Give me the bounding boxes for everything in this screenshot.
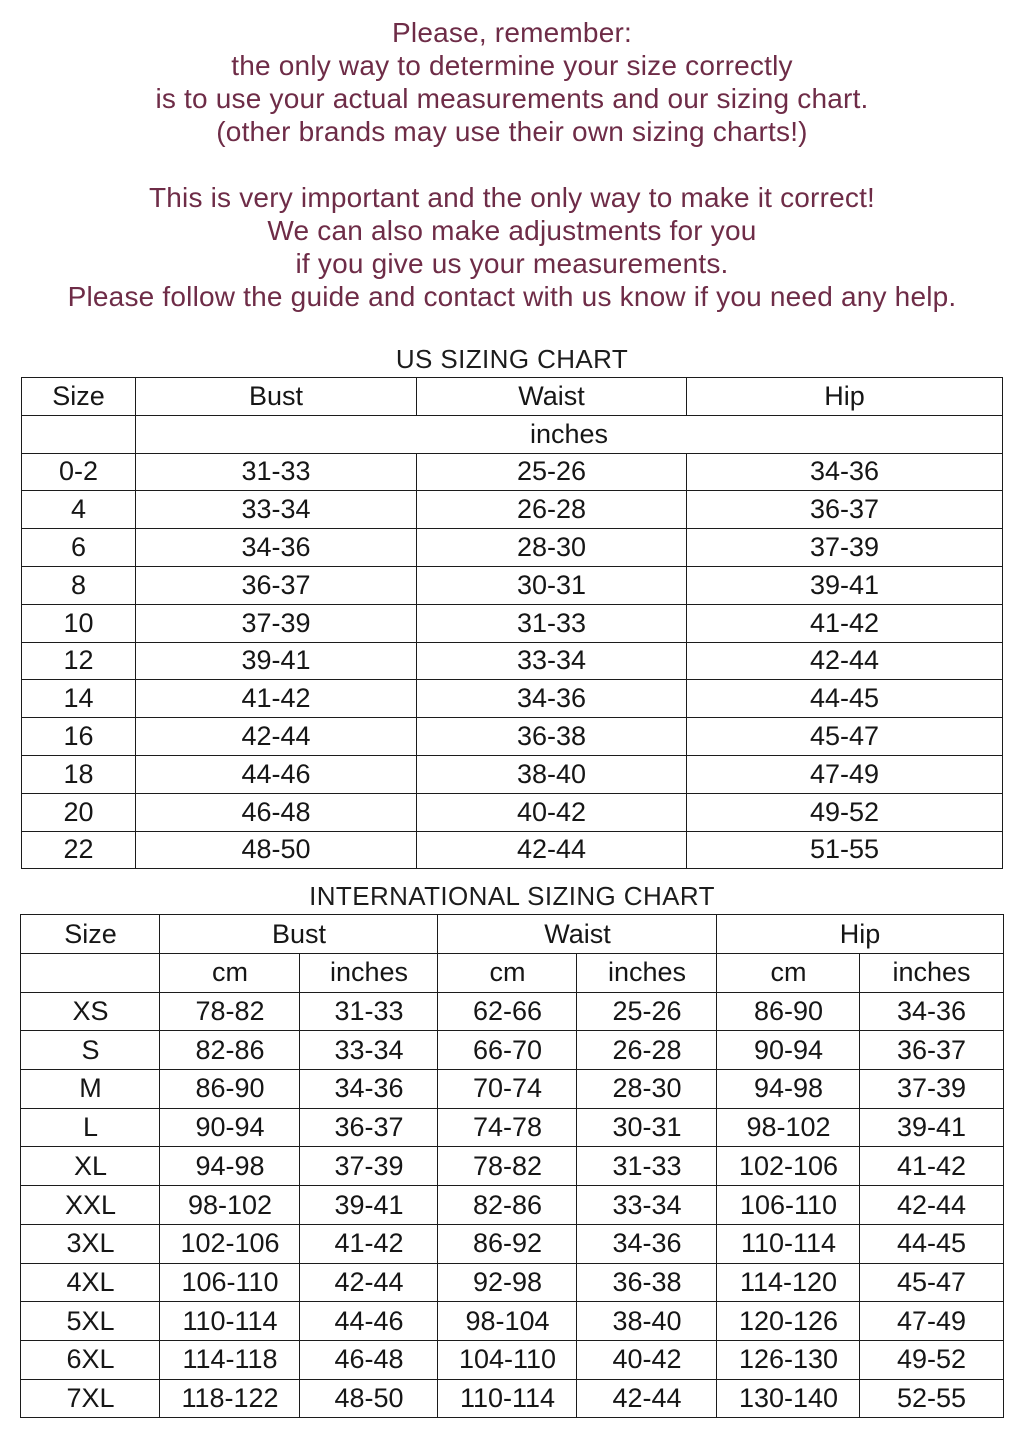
cell-waist-cm: 92-98 (438, 1263, 577, 1302)
cell-waist: 31-33 (417, 604, 687, 642)
cell-hip: 47-49 (687, 755, 1003, 793)
cell-size: 4XL (21, 1263, 160, 1302)
cell-bust-in: 31-33 (300, 992, 438, 1031)
table-row (22, 529, 1003, 567)
cell-bust-cm: 86-90 (160, 1070, 300, 1109)
cell-hip-cm: 120-126 (717, 1302, 860, 1341)
column-header-waist: Waist (417, 378, 687, 416)
cell-hip-cm: 94-98 (717, 1070, 860, 1109)
unit-label-inches: inches (577, 954, 717, 993)
table-row (21, 1070, 1003, 1109)
intro-line: We can also make adjustments for you (267, 215, 757, 246)
cell-waist: 42-44 (417, 831, 687, 869)
cell-size: 8 (22, 566, 136, 604)
cell-bust-cm: 110-114 (160, 1302, 300, 1341)
intro-line: if you give us your measurements. (295, 248, 729, 279)
cell-size: 22 (22, 831, 136, 869)
cell-waist-in: 28-30 (577, 1070, 717, 1109)
column-header-bust: Bust (136, 378, 417, 416)
unit-label-inches: inches (300, 954, 438, 993)
cell-hip: 51-55 (687, 831, 1003, 869)
cell-hip: 39-41 (687, 566, 1003, 604)
intro-line: Please follow the guide and contact with us know if you need any help. (67, 281, 957, 312)
table-row (21, 1263, 1003, 1302)
cell-hip-in: 52-55 (860, 1379, 1003, 1418)
table-row (22, 755, 1003, 793)
intl-unit-row (21, 954, 1003, 993)
cell-waist-cm: 74-78 (438, 1108, 577, 1147)
cell-hip: 34-36 (687, 453, 1003, 491)
cell-bust-cm: 102-106 (160, 1224, 300, 1263)
cell-size: M (21, 1070, 160, 1109)
cell-hip-in: 45-47 (860, 1263, 1003, 1302)
cell-hip: 41-42 (687, 604, 1003, 642)
us-unit-row (22, 415, 1003, 453)
cell-waist-cm: 98-104 (438, 1302, 577, 1341)
cell-size: 14 (22, 680, 136, 718)
table-row (22, 718, 1003, 756)
table-row (21, 1031, 1003, 1070)
column-header-size: Size (21, 915, 160, 954)
table-row (21, 1302, 1003, 1341)
cell-size: 12 (22, 642, 136, 680)
table-row (22, 680, 1003, 718)
intl-sizing-chart-title: INTERNATIONAL SIZING CHART (309, 881, 715, 912)
empty-cell (22, 415, 136, 453)
table-row (21, 1186, 1003, 1225)
intro-line: This is very important and the only way to make it correct! (148, 182, 876, 213)
table-row (21, 1108, 1003, 1147)
intro-line: is to use your actual measurements and our sizing chart. (155, 83, 869, 114)
cell-bust-cm: 106-110 (160, 1263, 300, 1302)
cell-size: S (21, 1031, 160, 1070)
cell-waist-cm: 78-82 (438, 1147, 577, 1186)
cell-bust: 44-46 (136, 755, 417, 793)
cell-hip-in: 36-37 (860, 1031, 1003, 1070)
intro-paragraph-remember (0, 0, 1024, 148)
cell-bust-cm: 78-82 (160, 992, 300, 1031)
table-row (21, 1147, 1003, 1186)
cell-hip-in: 41-42 (860, 1147, 1003, 1186)
cell-waist-in: 25-26 (577, 992, 717, 1031)
cell-bust: 34-36 (136, 529, 417, 567)
cell-size: 16 (22, 718, 136, 756)
cell-waist: 40-42 (417, 793, 687, 831)
cell-size: 4 (22, 491, 136, 529)
cell-hip-cm: 102-106 (717, 1147, 860, 1186)
cell-bust-in: 34-36 (300, 1070, 438, 1109)
cell-hip-in: 44-45 (860, 1224, 1003, 1263)
cell-bust: 48-50 (136, 831, 417, 869)
unit-label-cm: cm (438, 954, 577, 993)
cell-bust: 31-33 (136, 453, 417, 491)
cell-hip-cm: 86-90 (717, 992, 860, 1031)
cell-bust: 41-42 (136, 680, 417, 718)
cell-bust-cm: 114-118 (160, 1340, 300, 1379)
table-row (21, 1340, 1003, 1379)
cell-bust-in: 39-41 (300, 1186, 438, 1225)
cell-hip-in: 47-49 (860, 1302, 1003, 1341)
column-header-waist: Waist (438, 915, 717, 954)
cell-bust-in: 37-39 (300, 1147, 438, 1186)
cell-hip: 42-44 (687, 642, 1003, 680)
cell-bust: 36-37 (136, 566, 417, 604)
cell-size: 6 (22, 529, 136, 567)
cell-bust-cm: 90-94 (160, 1108, 300, 1147)
intro-line: the only way to determine your size correctly (231, 50, 793, 81)
cell-waist-cm: 110-114 (438, 1379, 577, 1418)
intl-header-row (21, 915, 1003, 954)
cell-hip-cm: 114-120 (717, 1263, 860, 1302)
empty-cell (21, 954, 160, 993)
cell-waist: 34-36 (417, 680, 687, 718)
us-header-row (22, 378, 1003, 416)
us-sizing-chart-title: US SIZING CHART (395, 344, 629, 374)
cell-waist-in: 38-40 (577, 1302, 717, 1341)
column-header-bust: Bust (160, 915, 438, 954)
cell-hip: 36-37 (687, 491, 1003, 529)
table-row (22, 491, 1003, 529)
cell-waist-in: 34-36 (577, 1224, 717, 1263)
cell-waist-in: 36-38 (577, 1263, 717, 1302)
cell-waist: 38-40 (417, 755, 687, 793)
cell-waist-cm: 104-110 (438, 1340, 577, 1379)
column-header-hip: Hip (687, 378, 1003, 416)
cell-bust-cm: 82-86 (160, 1031, 300, 1070)
intro-line: (other brands may use their own sizing charts!) (216, 116, 808, 147)
cell-bust-cm: 118-122 (160, 1379, 300, 1418)
cell-waist-in: 33-34 (577, 1186, 717, 1225)
cell-hip-cm: 130-140 (717, 1379, 860, 1418)
cell-bust: 42-44 (136, 718, 417, 756)
cell-waist-in: 31-33 (577, 1147, 717, 1186)
cell-waist-cm: 66-70 (438, 1031, 577, 1070)
unit-label-cm: cm (160, 954, 300, 993)
cell-bust: 37-39 (136, 604, 417, 642)
cell-size: 20 (22, 793, 136, 831)
cell-hip: 49-52 (687, 793, 1003, 831)
cell-bust-in: 41-42 (300, 1224, 438, 1263)
table-row (21, 1379, 1003, 1418)
cell-hip-cm: 110-114 (717, 1224, 860, 1263)
unit-label-inches: inches (860, 954, 1003, 993)
cell-bust: 33-34 (136, 491, 417, 529)
table-row (22, 831, 1003, 869)
cell-size: 3XL (21, 1224, 160, 1263)
table-row (22, 793, 1003, 831)
column-header-hip: Hip (717, 915, 1003, 954)
table-row (22, 604, 1003, 642)
cell-waist: 25-26 (417, 453, 687, 491)
cell-size: 18 (22, 755, 136, 793)
cell-waist-cm: 62-66 (438, 992, 577, 1031)
cell-hip-in: 34-36 (860, 992, 1003, 1031)
cell-size: 5XL (21, 1302, 160, 1341)
table-row (22, 453, 1003, 491)
cell-size: XXL (21, 1186, 160, 1225)
cell-waist: 33-34 (417, 642, 687, 680)
cell-waist-in: 42-44 (577, 1379, 717, 1418)
cell-size: XS (21, 992, 160, 1031)
cell-waist-cm: 70-74 (438, 1070, 577, 1109)
cell-hip-cm: 126-130 (717, 1340, 860, 1379)
cell-hip: 45-47 (687, 718, 1003, 756)
cell-waist-in: 40-42 (577, 1340, 717, 1379)
unit-label-inches: inches (136, 415, 1003, 453)
cell-waist: 26-28 (417, 491, 687, 529)
cell-bust-in: 48-50 (300, 1379, 438, 1418)
cell-hip-cm: 106-110 (717, 1186, 860, 1225)
cell-waist: 30-31 (417, 566, 687, 604)
cell-hip: 44-45 (687, 680, 1003, 718)
cell-size: 7XL (21, 1379, 160, 1418)
cell-bust-cm: 94-98 (160, 1147, 300, 1186)
cell-hip-cm: 98-102 (717, 1108, 860, 1147)
us-sizing-table (21, 377, 1003, 869)
intro-line: Please, remember: (392, 17, 632, 48)
cell-size: L (21, 1108, 160, 1147)
cell-hip-in: 49-52 (860, 1340, 1003, 1379)
cell-waist: 36-38 (417, 718, 687, 756)
cell-hip-in: 42-44 (860, 1186, 1003, 1225)
cell-bust-in: 46-48 (300, 1340, 438, 1379)
cell-hip-in: 37-39 (860, 1070, 1003, 1109)
cell-waist-in: 30-31 (577, 1108, 717, 1147)
intro-paragraph-important (0, 181, 1024, 313)
cell-bust: 46-48 (136, 793, 417, 831)
cell-bust-in: 42-44 (300, 1263, 438, 1302)
cell-hip: 37-39 (687, 529, 1003, 567)
cell-waist-in: 26-28 (577, 1031, 717, 1070)
table-row (21, 992, 1003, 1031)
table-row (21, 1224, 1003, 1263)
table-row (22, 566, 1003, 604)
cell-bust-in: 36-37 (300, 1108, 438, 1147)
cell-hip-in: 39-41 (860, 1108, 1003, 1147)
cell-size: 10 (22, 604, 136, 642)
intl-sizing-table (20, 914, 1003, 1418)
cell-waist: 28-30 (417, 529, 687, 567)
cell-bust-in: 44-46 (300, 1302, 438, 1341)
cell-size: 0-2 (22, 453, 136, 491)
cell-waist-cm: 86-92 (438, 1224, 577, 1263)
column-header-size: Size (22, 378, 136, 416)
cell-bust: 39-41 (136, 642, 417, 680)
cell-hip-cm: 90-94 (717, 1031, 860, 1070)
unit-label-cm: cm (717, 954, 860, 993)
cell-size: XL (21, 1147, 160, 1186)
cell-bust-in: 33-34 (300, 1031, 438, 1070)
table-row (22, 642, 1003, 680)
cell-waist-cm: 82-86 (438, 1186, 577, 1225)
cell-bust-cm: 98-102 (160, 1186, 300, 1225)
cell-size: 6XL (21, 1340, 160, 1379)
